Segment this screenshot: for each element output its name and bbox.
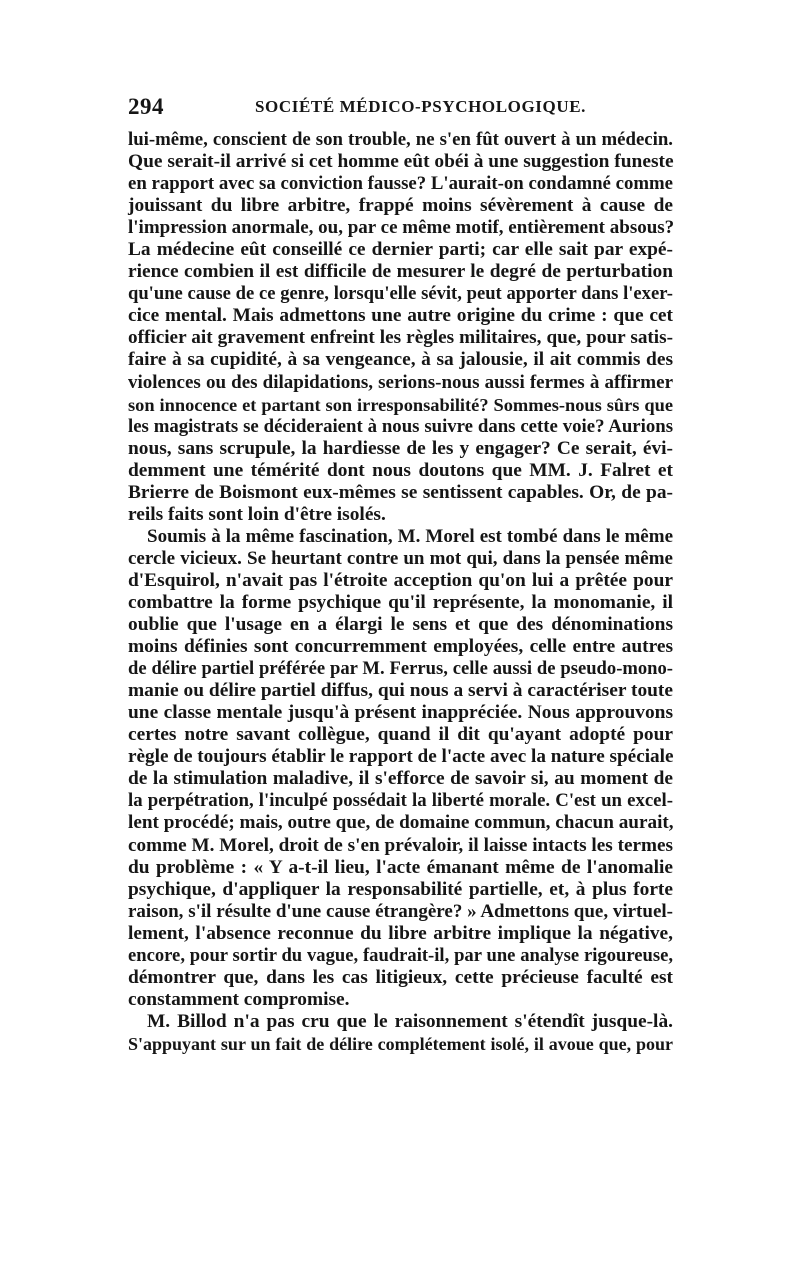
text-line: oublie que l'usage en a élargi le sens et que des dénominations [128,614,673,636]
text-line: La médecine eût conseillé ce dernier parti; car elle sait par expé- [128,239,673,261]
text-line: constamment compromise. [128,988,350,1010]
text-line: une classe mentale jusqu'à présent inappréciée. Nous approuvons [128,702,673,724]
text-line: règle de toujours établir le rapport de l'acte avec la nature spéciale [128,746,674,768]
text-line: Soumis à la même fascination, M. Morel est tombé dans le même [147,525,673,547]
text-line: officier ait gravement enfreint les règles militaires, que, pour satis- [128,327,673,349]
text-line: en rapport avec sa conviction fausse? L'aurait-on condamné comme [128,173,673,195]
text-line: la perpétration, l'inculpé possédait la liberté morale. C'est un excel- [128,790,673,812]
text-line: raison, s'il résulte d'une cause étrangère? » Admettons que, virtuel- [128,900,673,922]
text-line: reils faits sont loin d'être isolés. [128,503,386,525]
running-title: SOCIÉTÉ MÉDICO-PSYCHOLOGIQUE. [255,97,587,116]
body-text [128,129,673,1055]
text-line: nous, sans scrupule, la hardiesse de les y engager? Ce serait, évi- [128,437,673,459]
text-line: son innocence et partant son irresponsabilité? Sommes-nous sûrs que [128,394,673,415]
text-line: de délire partiel préférée par M. Ferrus, celle aussi de pseudo-mono- [128,658,673,680]
page-number: 294 [128,94,164,119]
text-line: comme M. Morel, droit de s'en prévaloir, il laisse intacts les termes [128,834,673,856]
text-line: les magistrats se décideraient à nous suivre dans cette voie? Aurions [128,415,673,437]
page-header [128,94,673,124]
text-line: démontrer que, dans les cas litigieux, cette précieuse faculté est [128,966,673,988]
text-line: de la stimulation maladive, il s'efforce de savoir si, au moment de [128,768,673,790]
text-line: jouissant du libre arbitre, frappé moins sévèrement à cause de [128,195,673,217]
text-line: lui-même, conscient de son trouble, ne s'en fût ouvert à un médecin. [128,129,673,150]
text-line: manie ou délire partiel diffus, qui nous a servi à caractériser toute [128,680,673,702]
text-line: S'appuyant sur un fait de délire complétement isolé, il avoue que, pour [128,1033,673,1054]
text-line: encore, pour sortir du vague, faudrait-il, par une analyse rigoureuse, [128,944,673,966]
text-line: lement, l'absence reconnue du libre arbitre implique la négative, [128,922,673,944]
text-line: rience combien il est difficile de mesurer le degré de perturbation [128,261,673,283]
text-line: Brierre de Boismont eux-mêmes se sentissent capables. Or, de pa- [128,481,673,503]
text-line: M. Billod n'a pas cru que le raisonnement s'étendît jusque-là. [147,1010,673,1032]
text-line: cercle vicieux. Se heurtant contre un mot qui, dans la pensée même [128,547,673,569]
text-line: d'Esquirol, n'avait pas l'étroite acception qu'on lui a prêtée pour [128,569,673,591]
text-line: Que serait-il arrivé si cet homme eût obéi à une suggestion funeste [128,151,674,173]
text-line: certes notre savant collègue, quand il dit qu'ayant adopté pour [128,724,673,746]
text-line: l'impression anormale, ou, par ce même motif, entièrement absous? [128,217,675,239]
text-line: demment une témérité dont nous doutons que MM. J. Falret et [128,459,673,481]
text-line: qu'une cause de ce genre, lorsqu'elle sévit, peut apporter dans l'exer- [128,283,673,305]
text-line: violences ou des dilapidations, serions-nous aussi fermes à affirmer [128,371,673,393]
text-line: moins définies sont concurremment employées, celle entre autres [128,636,673,658]
text-line: cice mental. Mais admettons une autre origine du crime : que cet [128,305,673,327]
text-line: combattre la forme psychique qu'il représente, la monomanie, il [128,591,673,613]
text-line: psychique, d'appliquer la responsabilité partielle, et, à plus forte [128,878,673,900]
text-line: du problème : « Y a-t-il lieu, l'acte émanant même de l'anomalie [128,856,673,878]
text-line: faire à sa cupidité, à sa vengeance, à sa jalousie, il ait commis des [128,349,673,371]
text-line: lent procédé; mais, outre que, de domaine commun, chacun aurait, [128,812,674,834]
